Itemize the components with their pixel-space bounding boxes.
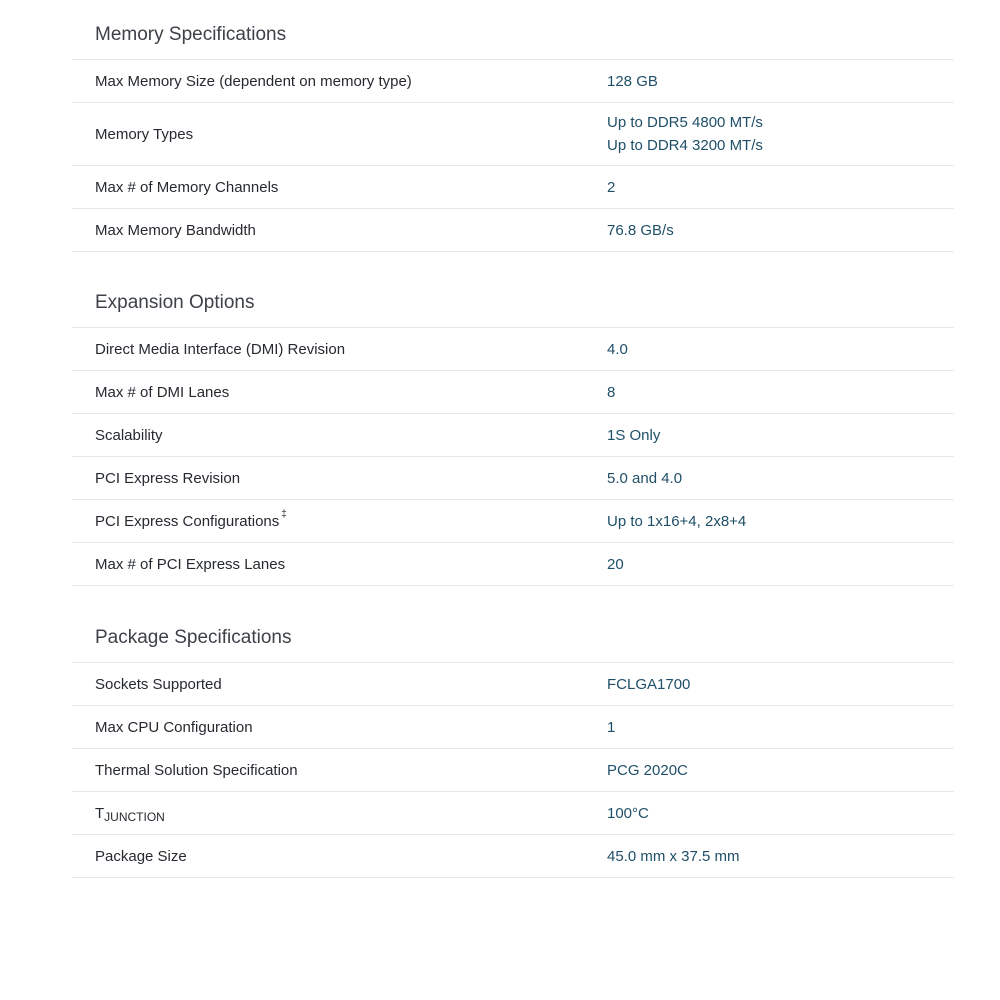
spec-value: 5.0 and 4.0 <box>607 469 683 487</box>
spec-row-memory-bandwidth <box>72 209 954 252</box>
spec-value: Up to 1x16+4, 2x8+4 <box>607 512 747 530</box>
spec-label: Max # of Memory Channels <box>95 178 279 196</box>
spec-row-dmi-lanes <box>72 371 954 414</box>
spec-value: 1S Only <box>607 426 661 444</box>
spec-row-pcie-configurations <box>72 500 954 543</box>
spec-row-dmi-revision <box>72 328 954 371</box>
spec-label: Max Memory Bandwidth <box>95 221 256 239</box>
spec-label: Package Size <box>95 847 187 865</box>
spec-value: 8 <box>607 383 616 401</box>
spec-label: PCI Express Revision <box>95 469 241 487</box>
spec-label: Sockets Supported <box>95 675 222 693</box>
spec-value: 45.0 mm x 37.5 mm <box>607 847 740 865</box>
spec-label: Max # of PCI Express Lanes <box>95 555 286 573</box>
spec-value: 100°C <box>607 804 649 822</box>
spec-label: Memory Types <box>95 125 194 143</box>
footnote-mark[interactable]: ‡ <box>281 509 287 520</box>
section-title-expansion: Expansion Options <box>72 270 954 328</box>
spec-label: Max CPU Configuration <box>95 718 253 736</box>
spec-row-pcie-lanes <box>72 543 954 586</box>
memory-type-ddr5: Up to DDR5 4800 MT/s <box>607 114 763 131</box>
spec-label-text: T <box>95 804 105 822</box>
spec-label: Max Memory Size (dependent on memory type) <box>95 72 412 90</box>
spec-row-tjunction <box>72 792 954 835</box>
spec-row-max-memory-size <box>72 60 954 103</box>
spec-label-subscript: JUNCTION <box>104 809 165 824</box>
spec-label: Thermal Solution Specification <box>95 761 298 779</box>
spec-label: Max # of DMI Lanes <box>95 383 230 401</box>
spec-row-thermal-solution <box>72 749 954 792</box>
spec-row-package-size <box>72 835 954 878</box>
memory-type-ddr4: Up to DDR4 3200 MT/s <box>607 137 763 154</box>
section-title-memory: Memory Specifications <box>72 2 954 60</box>
spec-label: Scalability <box>95 426 163 444</box>
package-specifications-section <box>72 605 954 878</box>
spec-label <box>72 509 607 530</box>
spec-label <box>72 805 607 822</box>
spec-value: 1 <box>607 718 616 736</box>
spec-value: 20 <box>607 555 624 573</box>
spec-value <box>607 111 954 157</box>
spec-value: 128 GB <box>607 72 658 90</box>
memory-specifications-section <box>72 2 954 252</box>
spec-value: 4.0 <box>607 340 628 358</box>
spec-row-memory-channels <box>72 166 954 209</box>
spec-label-text: PCI Express Configurations <box>95 513 280 530</box>
spec-row-sockets <box>72 663 954 706</box>
spec-row-max-cpu-config <box>72 706 954 749</box>
spec-label: Direct Media Interface (DMI) Revision <box>95 340 346 358</box>
expansion-options-section <box>72 270 954 586</box>
spec-value: 2 <box>607 178 616 196</box>
spec-row-memory-types <box>72 103 954 166</box>
spec-row-scalability <box>72 414 954 457</box>
spec-value: FCLGA1700 <box>607 675 691 693</box>
spec-value: PCG 2020C <box>607 761 688 779</box>
spec-row-pcie-revision <box>72 457 954 500</box>
spec-value: 76.8 GB/s <box>607 221 674 239</box>
section-title-package: Package Specifications <box>72 605 954 663</box>
